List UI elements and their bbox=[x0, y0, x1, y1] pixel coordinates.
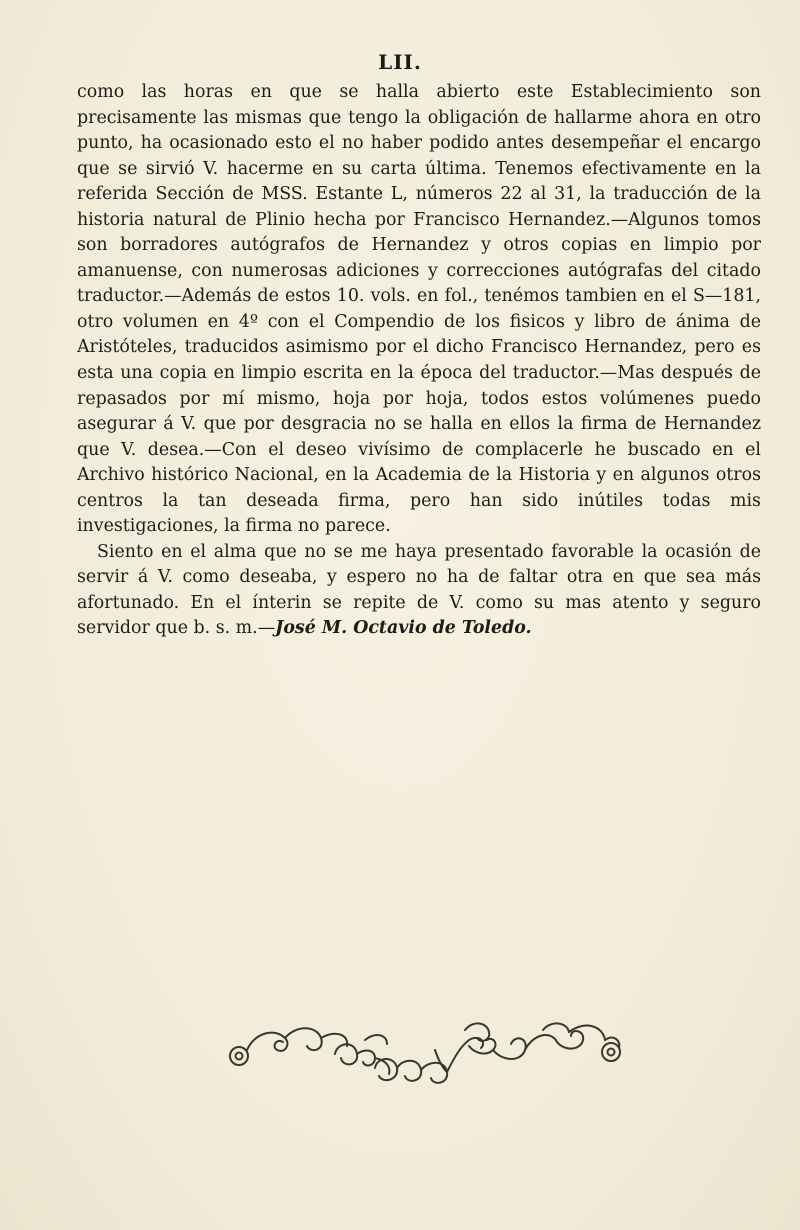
page-number: LII. bbox=[378, 50, 422, 74]
letter-body bbox=[77, 80, 761, 642]
paragraph-2 bbox=[77, 540, 761, 642]
paragraph-1: como las horas en que se halla abierto este Establecimiento son precisamente las mismas que tengo la obligación de hallarme ahora en otro punto, ha ocasionado esto el no haber podido antes desempeñar el encargo que se sirvió V. hacerme en su carta última. Tenemos efectivamente en la referida Sección de MSS. Estante L, números 22 al 31, la traducción de la historia natural de Plinio hecha por Francisco Hernandez.—Algunos tomos son borradores autógrafos de Hernandez y otros copias en limpio por amanuense, con numerosas adiciones y correcciones autógrafas del citado traductor.—Además de estos 10. vols. en fol., tenémos tambien en el S—181, otro volumen en 4º con el Compendio de los fisicos y libro de ánima de Aristóteles, traducidos asimismo por el dicho Francisco Hernandez, pero es esta una copia en limpio escrita en la época del traductor.—Mas después de repasados por mí mismo, hoja por hoja, todos estos volúmenes puedo asegurar á V. que por desgracia no se halla en ellos la firma de Hernandez que V. desea.—Con el deseo vivísimo de complacerle he buscado en el Archivo histórico Nacional, en la Academia de la Historia y en algunos otros centros la tan deseada firma, pero han sido inútiles todas mis investigaciones, la firma no parece. bbox=[77, 82, 761, 537]
paragraph-2-text: Siento en el alma que no se me haya presentado favorable la ocasión de servir á V. como deseaba, y espero no ha de faltar otra en que sea más afortunado. En el ínterin se repite de V. como su mas atento y seguro servidor que b. s. m.— bbox=[77, 541, 761, 639]
signature: José M. Octavio de Toledo. bbox=[275, 618, 532, 639]
scroll-ornament-icon bbox=[225, 1010, 625, 1090]
